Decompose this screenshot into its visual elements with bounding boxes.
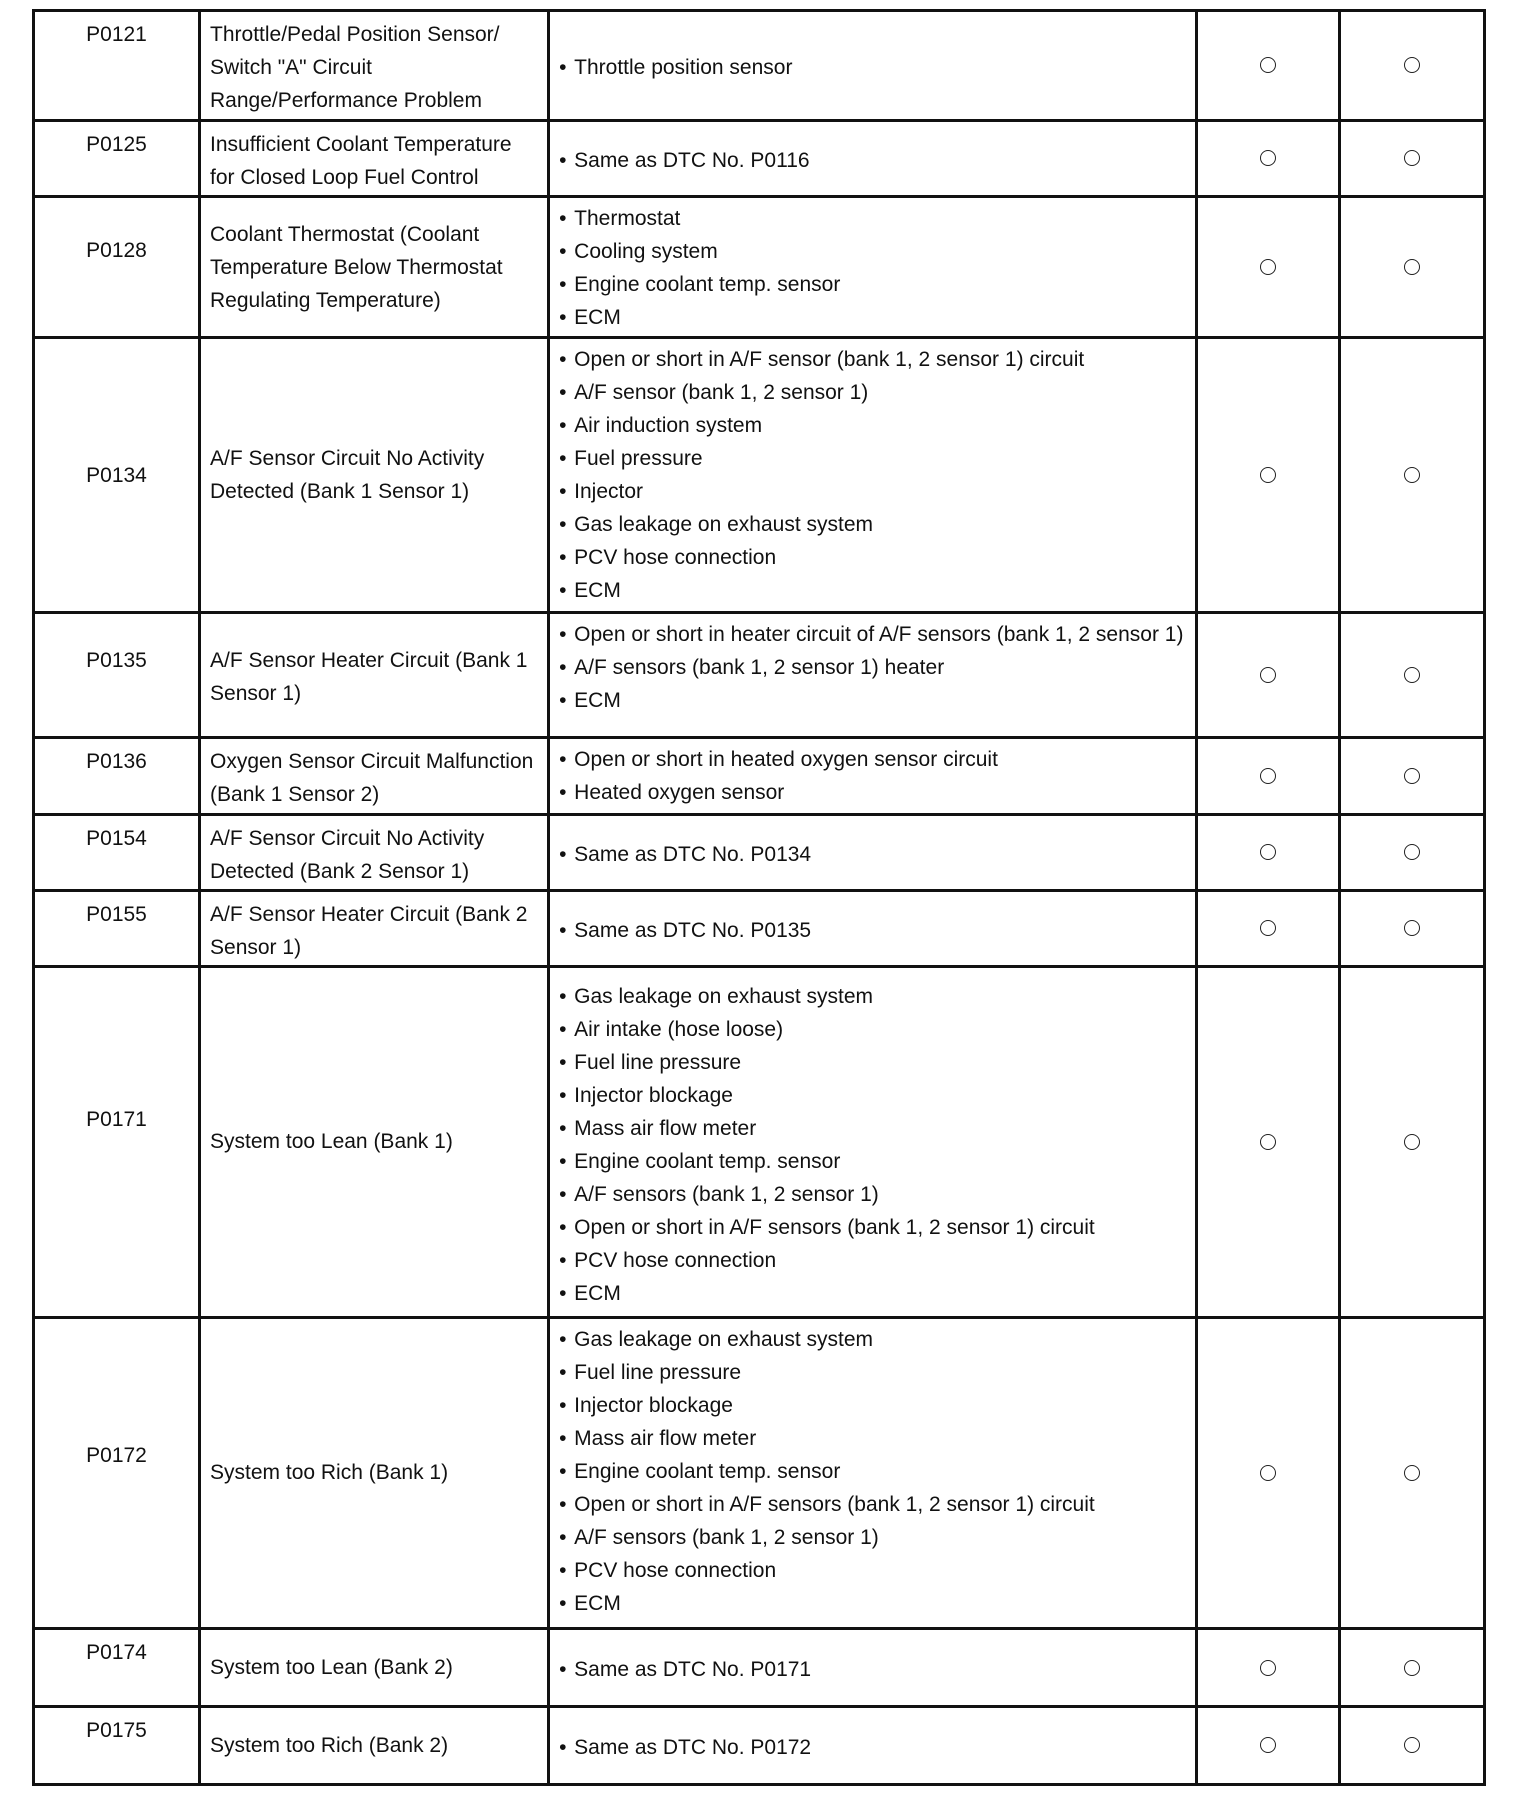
- cause-item: • Gas leakage on exhaust system: [558, 1323, 1189, 1356]
- table-row: [34, 1629, 1485, 1706]
- trouble-area: [549, 890, 1197, 966]
- cause-item: • A/F sensor (bank 1, 2 sensor 1): [558, 376, 1189, 409]
- table-row: [34, 890, 1485, 966]
- trouble-area: [549, 196, 1197, 337]
- memory-mark: [1340, 338, 1485, 613]
- cause-item: • Same as DTC No. P0171: [558, 1653, 1189, 1686]
- table-row: [34, 1706, 1485, 1784]
- table-row: [34, 814, 1485, 890]
- mil-mark: [1197, 1317, 1340, 1629]
- memory-mark: [1340, 613, 1485, 738]
- cause-item: • Same as DTC No. P0172: [558, 1731, 1189, 1764]
- cause-item: • Heated oxygen sensor: [558, 776, 1189, 809]
- memory-mark: [1340, 196, 1485, 337]
- cause-item: • Same as DTC No. P0134: [558, 838, 1189, 871]
- trouble-area: [549, 814, 1197, 890]
- cause-item: • Open or short in heater circuit of A/F sensors (bank 1, 2 sensor 1): [558, 618, 1189, 651]
- circle-icon: [1404, 150, 1420, 166]
- memory-mark: [1340, 120, 1485, 196]
- dtc-name: System too Rich (Bank 1): [200, 1317, 549, 1629]
- trouble-area: [549, 967, 1197, 1318]
- table-row: [34, 338, 1485, 613]
- dtc-name: System too Lean (Bank 2): [200, 1629, 549, 1706]
- circle-icon: [1404, 768, 1420, 784]
- cause-item: • Open or short in A/F sensors (bank 1, 2 sensor 1) circuit: [558, 1488, 1189, 1521]
- cause-item: • A/F sensors (bank 1, 2 sensor 1): [558, 1521, 1189, 1554]
- trouble-area: [549, 613, 1197, 738]
- dtc-code: P0174: [34, 1629, 200, 1706]
- cause-item: • Engine coolant temp. sensor: [558, 1455, 1189, 1488]
- circle-icon: [1404, 844, 1420, 860]
- mil-mark: [1197, 338, 1340, 613]
- trouble-area: [549, 1317, 1197, 1629]
- memory-mark: [1340, 11, 1485, 121]
- mil-mark: [1197, 613, 1340, 738]
- cause-item: • PCV hose connection: [558, 1554, 1189, 1587]
- circle-icon: [1404, 467, 1420, 483]
- trouble-area: [549, 738, 1197, 814]
- circle-icon: [1260, 57, 1276, 73]
- mil-mark: [1197, 1629, 1340, 1706]
- cause-item: • Fuel line pressure: [558, 1046, 1189, 1079]
- mil-mark: [1197, 11, 1340, 121]
- dtc-code: P0125: [34, 120, 200, 196]
- cause-item: • ECM: [558, 301, 1189, 334]
- cause-item: • Open or short in heated oxygen sensor circuit: [558, 743, 1189, 776]
- cause-item: • ECM: [558, 574, 1189, 607]
- dtc-name: Insufficient Coolant Temperature for Closed Loop Fuel Control: [200, 120, 549, 196]
- dtc-code: P0134: [34, 338, 200, 613]
- dtc-code: P0172: [34, 1317, 200, 1629]
- table-row: [34, 967, 1485, 1318]
- dtc-code: P0155: [34, 890, 200, 966]
- mil-mark: [1197, 890, 1340, 966]
- cause-item: • Injector blockage: [558, 1389, 1189, 1422]
- dtc-code: P0154: [34, 814, 200, 890]
- trouble-area: [549, 1629, 1197, 1706]
- cause-item: • PCV hose connection: [558, 541, 1189, 574]
- cause-item: • Air intake (hose loose): [558, 1013, 1189, 1046]
- trouble-area: [549, 120, 1197, 196]
- circle-icon: [1404, 1134, 1420, 1150]
- circle-icon: [1260, 150, 1276, 166]
- dtc-name: System too Rich (Bank 2): [200, 1706, 549, 1784]
- cause-item: • Same as DTC No. P0135: [558, 914, 1189, 947]
- cause-item: • Mass air flow meter: [558, 1112, 1189, 1145]
- mil-mark: [1197, 967, 1340, 1318]
- memory-mark: [1340, 967, 1485, 1318]
- memory-mark: [1340, 890, 1485, 966]
- cause-item: • A/F sensors (bank 1, 2 sensor 1): [558, 1178, 1189, 1211]
- trouble-area: [549, 11, 1197, 121]
- circle-icon: [1260, 667, 1276, 683]
- dtc-name: A/F Sensor Circuit No Activity Detected (Bank 2 Sensor 1): [200, 814, 549, 890]
- table-row: [34, 196, 1485, 337]
- dtc-name: Throttle/Pedal Position Sensor/ Switch "A" Circuit Range/Performance Problem: [200, 11, 549, 121]
- dtc-name: A/F Sensor Heater Circuit (Bank 2 Sensor 1): [200, 890, 549, 966]
- dtc-code: P0121: [34, 11, 200, 121]
- table-row: [34, 120, 1485, 196]
- dtc-table-body: [34, 11, 1485, 1785]
- cause-item: • Engine coolant temp. sensor: [558, 268, 1189, 301]
- circle-icon: [1260, 1465, 1276, 1481]
- cause-item: • A/F sensors (bank 1, 2 sensor 1) heater: [558, 651, 1189, 684]
- cause-item: • Open or short in A/F sensors (bank 1, 2 sensor 1) circuit: [558, 1211, 1189, 1244]
- cause-item: • PCV hose connection: [558, 1244, 1189, 1277]
- memory-mark: [1340, 1629, 1485, 1706]
- circle-icon: [1260, 1737, 1276, 1753]
- dtc-name: Coolant Thermostat (Coolant Temperature Below Thermostat Regulating Temperature): [200, 196, 549, 337]
- circle-icon: [1404, 920, 1420, 936]
- cause-item: • Air induction system: [558, 409, 1189, 442]
- cause-item: • Injector: [558, 475, 1189, 508]
- dtc-name: System too Lean (Bank 1): [200, 967, 549, 1318]
- memory-mark: [1340, 1706, 1485, 1784]
- circle-icon: [1404, 667, 1420, 683]
- dtc-code: P0175: [34, 1706, 200, 1784]
- circle-icon: [1260, 920, 1276, 936]
- dtc-code: P0171: [34, 967, 200, 1318]
- cause-item: • Engine coolant temp. sensor: [558, 1145, 1189, 1178]
- mil-mark: [1197, 120, 1340, 196]
- mil-mark: [1197, 1706, 1340, 1784]
- cause-item: • Open or short in A/F sensor (bank 1, 2 sensor 1) circuit: [558, 343, 1189, 376]
- trouble-area: [549, 338, 1197, 613]
- cause-item: • Same as DTC No. P0116: [558, 144, 1189, 177]
- dtc-code: P0128: [34, 196, 200, 337]
- dtc-table: [32, 9, 1486, 1786]
- dtc-name: A/F Sensor Heater Circuit (Bank 1 Sensor 1): [200, 613, 549, 738]
- memory-mark: [1340, 814, 1485, 890]
- trouble-area: [549, 1706, 1197, 1784]
- table-row: [34, 738, 1485, 814]
- cause-item: • Mass air flow meter: [558, 1422, 1189, 1455]
- circle-icon: [1260, 1660, 1276, 1676]
- circle-icon: [1404, 1737, 1420, 1753]
- mil-mark: [1197, 814, 1340, 890]
- circle-icon: [1260, 259, 1276, 275]
- cause-item: • Throttle position sensor: [558, 51, 1189, 84]
- mil-mark: [1197, 196, 1340, 337]
- memory-mark: [1340, 1317, 1485, 1629]
- cause-item: • Injector blockage: [558, 1079, 1189, 1112]
- cause-item: • ECM: [558, 1277, 1189, 1310]
- cause-item: • Cooling system: [558, 235, 1189, 268]
- cause-item: • Fuel pressure: [558, 442, 1189, 475]
- dtc-code: P0135: [34, 613, 200, 738]
- circle-icon: [1404, 1465, 1420, 1481]
- table-row: [34, 613, 1485, 738]
- circle-icon: [1404, 1660, 1420, 1676]
- cause-item: • Gas leakage on exhaust system: [558, 980, 1189, 1013]
- cause-item: • Thermostat: [558, 202, 1189, 235]
- circle-icon: [1260, 1134, 1276, 1150]
- dtc-name: Oxygen Sensor Circuit Malfunction (Bank 1 Sensor 2): [200, 738, 549, 814]
- dtc-name: A/F Sensor Circuit No Activity Detected (Bank 1 Sensor 1): [200, 338, 549, 613]
- cause-item: • ECM: [558, 684, 1189, 717]
- circle-icon: [1404, 57, 1420, 73]
- cause-item: • ECM: [558, 1587, 1189, 1620]
- table-row: [34, 1317, 1485, 1629]
- circle-icon: [1260, 467, 1276, 483]
- cause-item: • Gas leakage on exhaust system: [558, 508, 1189, 541]
- mil-mark: [1197, 738, 1340, 814]
- circle-icon: [1260, 844, 1276, 860]
- dtc-code: P0136: [34, 738, 200, 814]
- cause-item: • Fuel line pressure: [558, 1356, 1189, 1389]
- table-row: [34, 11, 1485, 121]
- circle-icon: [1260, 768, 1276, 784]
- memory-mark: [1340, 738, 1485, 814]
- circle-icon: [1404, 259, 1420, 275]
